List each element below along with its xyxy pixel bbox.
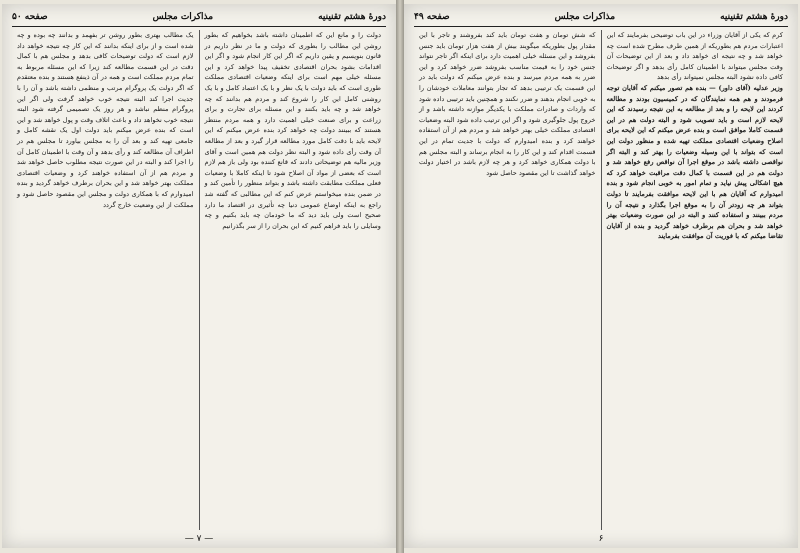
right-page-header <box>414 10 788 24</box>
left-column-2 <box>12 30 200 530</box>
right-column-1-minister-speech: وزیر عدلیه (آقای داور) — بنده هم تصور میکنم که آقایان توجه فرمودند و هم همه نمایندگان که در کمیسیون بودند و مطالعه کردند این لایحه را و بعد از مطالعه به این نتیجه رسیدند که این لایحه لازم است و باید تصویب شود و البته دولت هم در این قسمت کاملا موافق است و بنده عرض میکنم که این لایحه برای اصلاح وضعیات اقتصادی مملکت تهیه شده و منظور دولت این است که بتواند با این وسیله وضعیات را بهتر کند و البته اگر نواقصی داشته باشد در موقع اجرا آن نواقص رفع خواهد شد و دولت هم در این قسمت با کمال دقت مراقبت خواهد کرد که هیچ اشکالی پیش نیاید و تمام امور به خوبی انجام شود و بنده امیدوارم که آقایان هم با این لایحه موافقت بفرمایند تا دولت بتواند هر چه زودتر آن را به موقع اجرا بگذارد و نتیجه آن را مردم ببینند و استفاده کنند و البته در این صورت وضعیات بهتر خواهد شد و بحران هم برطرف خواهد گردید و بنده از آقایان تقاضا میکنم که با فوریت آن موافقت بفرمایند <box>606 83 783 241</box>
left-header-rule <box>12 26 386 27</box>
left-header-session: دورهٔ هشتم تقنینیه <box>318 12 386 22</box>
right-column-1-intro: کرم که یکی از آقایان وزراء در این باب توضیحی بفرمایند که این اعتبارات مردم هم بطوریکه از همین طرف مطرح شده است چه خواهد شد و چه نتیجه ای خواهد داد و بعد از این توضیحات آن وقت مجلس میتواند با اطمینان کامل رأی بدهد و اگر توضیحات کافی داده نشود البته مجلس نمیتواند رأی بدهد <box>606 31 783 82</box>
left-page-header <box>12 10 386 24</box>
right-header-page-label: صفحه ۴۹ <box>414 12 450 22</box>
left-columns <box>12 30 386 530</box>
left-page <box>2 4 396 548</box>
right-header-rule <box>414 26 788 27</box>
left-header-page-label: صفحه ۵۰ <box>12 12 48 22</box>
left-column-1 <box>200 30 387 530</box>
left-column-1-text: دولت را و مانع این که اطمینان داشته باشد بخواهیم که بطور روشن این مطالب را بطوری که دولت و ما در نظر داریم در قانون بنویسیم و یقین داریم که اگر این کار انجام شود و اگر این اقدامات بشود بحران اقتصادی تخفیف پیدا خواهد کرد و این مسئله خیلی مهم است برای اینکه وضعیات اقتصادی مملکت طوری است که باید دولت با یک نظر و با یک اعتماد کامل و با یک روشنی کامل این کار را شروع کند و مردم هم بدانند که چه خواهد شد و چه باید بکنند و این مسئله برای تجارت و برای زراعت و برای صنعت خیلی اهمیت دارد و همه مردم منتظر هستند که ببینند دولت چه خواهد کرد بنده عرض میکنم که این لایحه باید با دقت کامل مورد مطالعه قرار گیرد و بعد از مطالعه آن وقت رأی داده شود و البته نظر دولت هم همین است و آقای وزیر مالیه هم توضیحاتی دادند که قانع کننده بود ولی باز هم لازم است که بعضی از مواد آن اصلاح شود تا اینکه کاملا با وضعیات فعلی مملکت مطابقت داشته باشد و بتواند منظور را تأمین کند و در ضمن بنده میخواستم عرض کنم که این مطالبی که گفته شد راجع به اینکه اوضاع عمومی دنیا چه تأثیری در اقتصاد ما دارد صحیح است ولی باید دید که ما خودمان چه باید بکنیم و چه وسایلی را باید فراهم کنیم که این بحران را از سر بگذرانیم <box>204 31 381 230</box>
right-columns <box>414 30 788 530</box>
right-page-number: ۶ <box>598 534 604 544</box>
right-header-title: مذاکرات مجلس <box>554 12 616 22</box>
left-page-number: — ۷ — <box>184 534 214 544</box>
left-column-2-text: یک مطالب بهتری بطور روشن تر بفهمد و بدانند چه بوده و چه شده است و از برای اینکه بدانند که این کار چه نتیجه خواهد داد لازم است که دولت توضیحات کافی بدهد و مجلس هم با کمال دقت در این قسمت مطالعه کند زیرا که این مسئله مربوط به تمام مردم مملکت است و همه در آن ذینفع هستند و بنده معتقدم که اگر دولت یک پروگرام مرتب و منظمی داشته باشد و آن را با جدیت اجرا کند البته نتیجه خوب خواهد گرفت ولی اگر این پروگرام منظم نباشد و هر روز یک تصمیمی گرفته شود البته نتیجه خوب نخواهد داد و باعث اتلاف وقت و پول خواهد شد و این است که بنده عرض میکنم باید دولت اول یک نقشه کامل و جامعی تهیه کند و بعد آن را به مجلس بیاورد تا مجلس هم در اطراف آن مطالعه کند و رأی بدهد و آن وقت با اطمینان کامل آن را اجرا کند و البته در این صورت نتیجه مطلوب حاصل خواهد شد و مردم هم از آن استفاده خواهند کرد و وضعیات اقتصادی مملکت بهتر خواهد شد و این بحران برطرف خواهد گردید و بنده امیدوارم که با همکاری دولت و مجلس این مقصود حاصل شود و مملکت از این وضعیت خارج گردد <box>17 31 194 209</box>
right-page <box>404 4 798 548</box>
right-column-2-text: که شش تومان و هفت تومان باید کند بفروشند و تاجر با این مقدار پول بطوریکه میگویند بیش از هفت هزار تومان باید جنس بفروشد و این مسئله خیلی اهمیت دارد برای اینکه اگر تاجر نتواند جنس خود را به قیمت مناسب بفروشد ضرر خواهد کرد و این ضرر به همه مردم میرسد و بنده عرض میکنم که دولت باید در این قسمت یک ترتیبی بدهد که تجار بتوانند معاملات خودشان را به خوبی انجام بدهند و ضرر نکنند و همچنین باید ترتیبی داده شود که واردات و صادرات مملکت با یکدیگر موازنه داشته باشد و از خروج پول جلوگیری شود و اگر این ترتیب داده شود البته وضعیات اقتصادی مملکت خیلی بهتر خواهد شد و مردم هم از آن استفاده خواهند کرد و بنده امیدوارم که دولت با جدیت تمام در این قسمت اقدام کند و این کار را به انجام برساند و البته مجلس هم با دولت همکاری خواهد کرد و هر چه لازم باشد در اختیار دولت خواهد گذاشت تا این مقصود حاصل شود <box>418 31 596 177</box>
book-gutter <box>396 0 404 553</box>
right-column-1 <box>602 30 789 530</box>
right-header-session: دورهٔ هشتم تقنینیه <box>720 12 788 22</box>
left-header-title: مذاکرات مجلس <box>152 12 214 22</box>
right-column-2 <box>414 30 602 530</box>
